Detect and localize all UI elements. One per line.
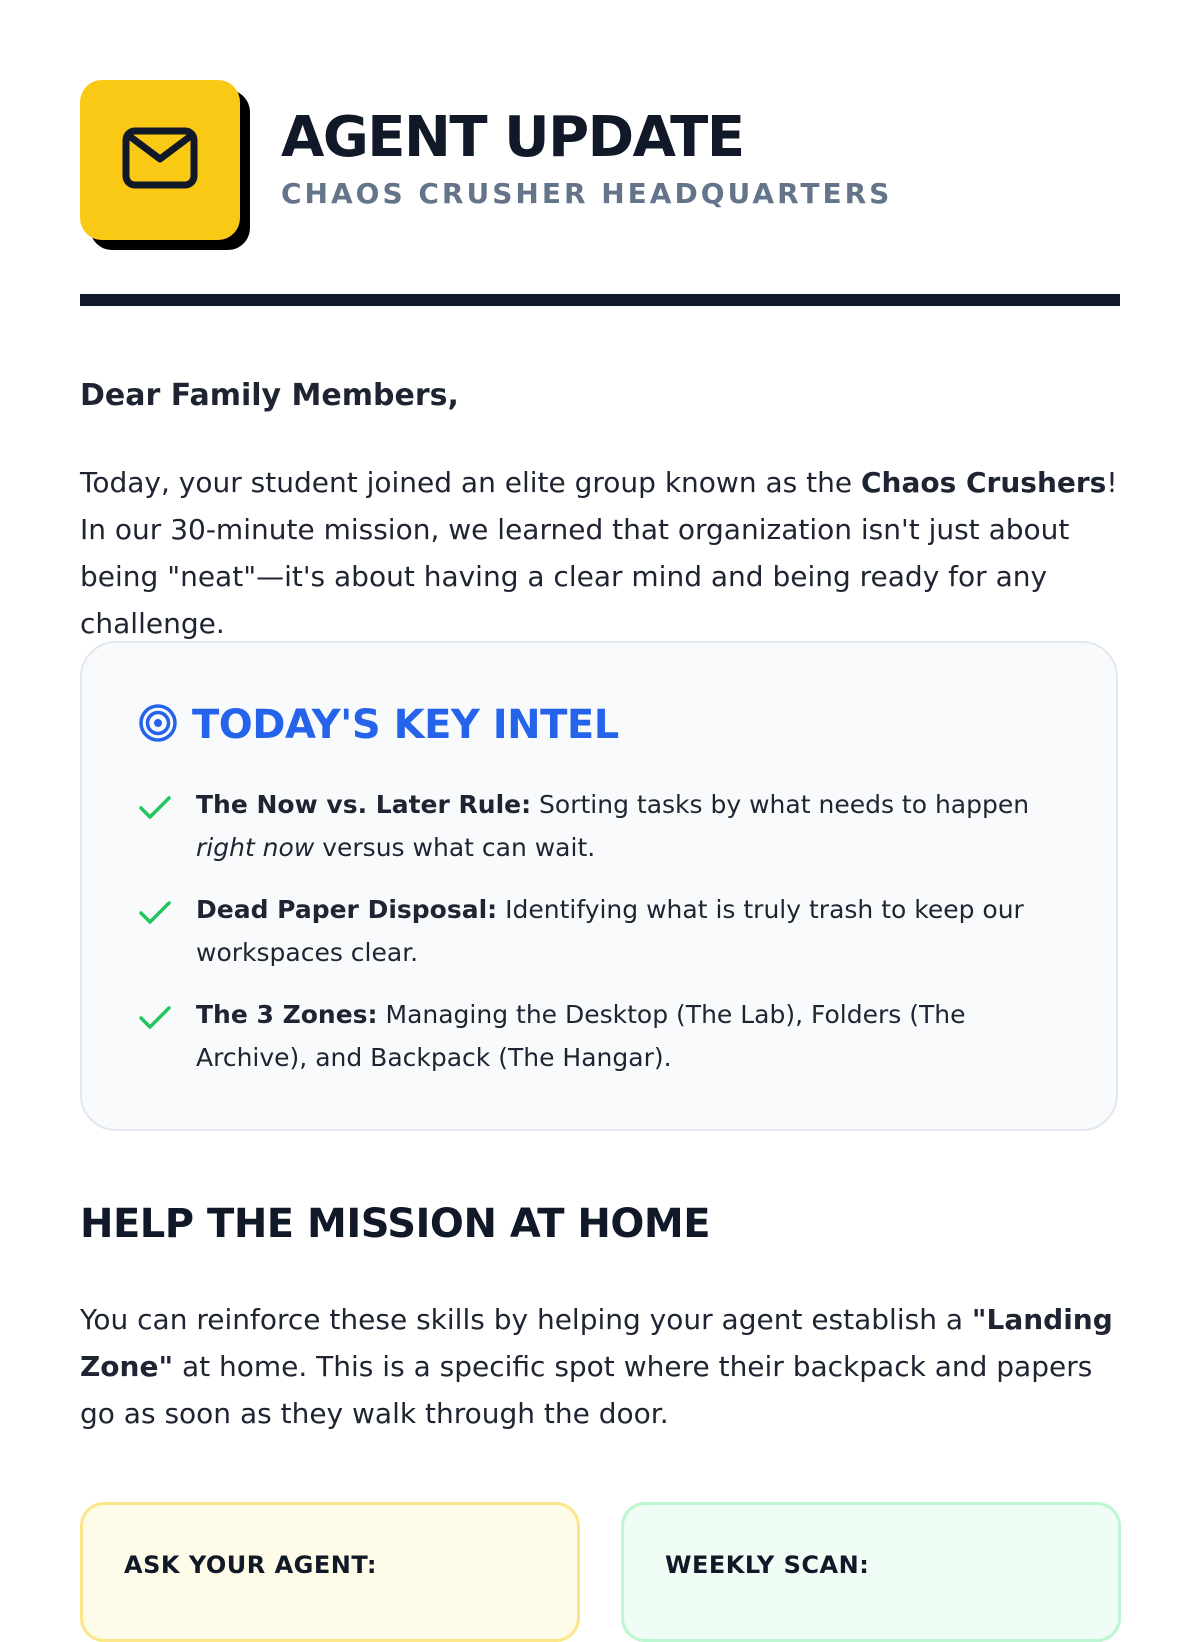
list-item	[138, 783, 1058, 869]
intro-text-1: Today, your student joined an elite group known as the	[80, 466, 861, 499]
header-divider	[80, 294, 1120, 306]
intel-item-emphasis: right now	[196, 833, 315, 862]
intro-text-2: ! In our 30-minute mission, we learned that organization isn't just about being "neat"—it's about having a clear mind and being ready for any challenge.	[80, 466, 1118, 640]
intel-item-text	[196, 783, 1046, 869]
intel-item-text	[196, 888, 1046, 974]
list-item	[138, 888, 1058, 974]
intel-item-label: The 3 Zones:	[196, 1000, 378, 1029]
page-header	[80, 80, 1120, 250]
help-heading: HELP THE MISSION AT HOME	[80, 1201, 711, 1247]
key-intel-header	[138, 703, 619, 747]
intel-item-body: Managing the Desktop (The Lab), Folders (The Archive), and Backpack (The Hangar).	[196, 1000, 966, 1072]
envelope-icon	[122, 127, 198, 193]
checkmark-icon	[138, 993, 196, 1079]
help-paragraph	[80, 1296, 1120, 1437]
title-block	[281, 105, 893, 210]
weekly-scan-card	[621, 1502, 1121, 1642]
intel-item-body-end: versus what can wait.	[314, 833, 596, 862]
intel-item-label: The Now vs. Later Rule:	[196, 790, 532, 819]
key-intel-title: TODAY'S KEY INTEL	[192, 702, 619, 748]
weekly-scan-title: WEEKLY SCAN:	[665, 1551, 870, 1579]
help-text-1: You can reinforce these skills by helping your agent establish a	[80, 1303, 972, 1336]
key-intel-card	[80, 641, 1118, 1131]
page-subtitle: CHAOS CRUSHER HEADQUARTERS	[281, 177, 893, 210]
target-icon	[138, 703, 178, 747]
intel-item-body: Identifying what is truly trash to keep our workspaces clear.	[196, 895, 1024, 967]
help-text-2: at home. This is a specific spot where their backpack and papers go as soon as they walk through the door.	[80, 1350, 1093, 1430]
intel-item-body: Sorting tasks by what needs to happen	[531, 790, 1030, 819]
ask-your-agent-title: ASK YOUR AGENT:	[124, 1551, 377, 1579]
intro-bold: Chaos Crushers	[860, 466, 1107, 499]
intel-item-text	[196, 993, 1046, 1079]
greeting: Dear Family Members,	[80, 378, 459, 413]
checkmark-icon	[138, 888, 196, 974]
intro-paragraph	[80, 459, 1120, 647]
help-bold: "Landing Zone"	[80, 1303, 1113, 1383]
intel-item-label: Dead Paper Disposal:	[196, 895, 498, 924]
list-item	[138, 993, 1058, 1079]
key-intel-list	[138, 783, 1058, 1098]
checkmark-icon	[138, 783, 196, 869]
ask-your-agent-card	[80, 1502, 580, 1642]
logo-badge	[80, 80, 240, 240]
page-title: AGENT UPDATE	[281, 105, 744, 170]
